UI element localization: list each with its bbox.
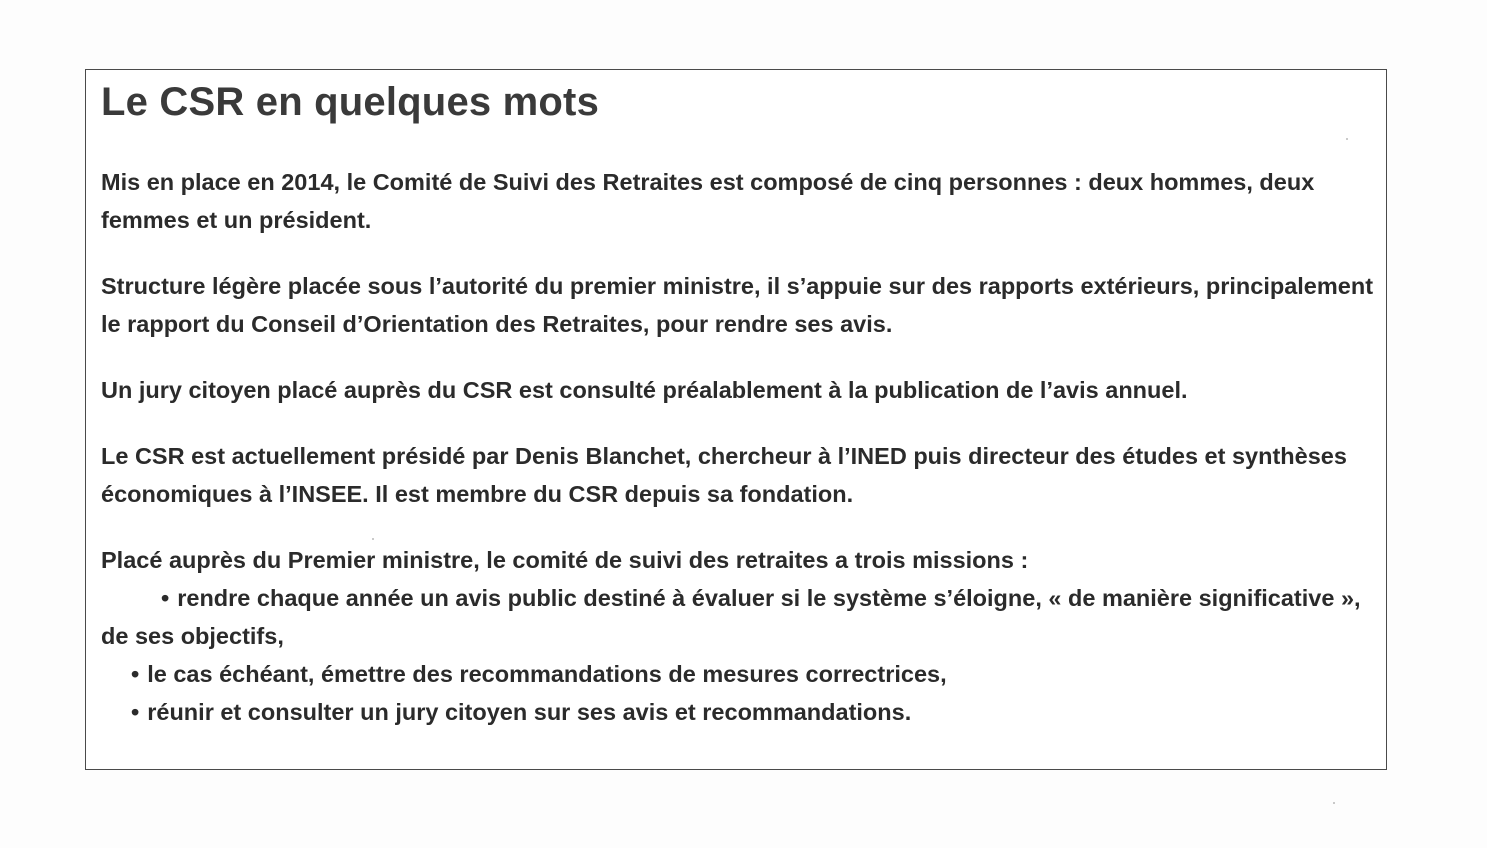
mission-item	[101, 655, 1376, 693]
bullet-icon: •	[131, 699, 140, 725]
bullet-icon: •	[131, 661, 140, 687]
paragraph-composition: Mis en place en 2014, le Comité de Suivi des Retraites est composé de cinq personnes : deux hommes, deux femmes et un président.	[101, 169, 1315, 233]
scan-speck	[1333, 802, 1335, 804]
document-frame	[85, 69, 1387, 770]
missions-section	[101, 541, 1376, 731]
bullet-icon: •	[161, 585, 170, 611]
document-title: Le CSR en quelques mots	[101, 80, 600, 124]
mission-text: le cas échéant, émettre des recommandations de mesures correctrices,	[147, 661, 947, 687]
mission-item	[101, 693, 1376, 731]
document-body	[101, 163, 1376, 731]
paragraph-structure: Structure légère placée sous l’autorité du premier ministre, il s’appuie sur des rapports extérieurs, principalement le rapport du Conseil d’Orientation des Retraites, pour rendre ses avis.	[101, 273, 1374, 337]
paragraph-jury: Un jury citoyen placé auprès du CSR est consulté préalablement à la publication de l’avis annuel.	[101, 377, 1188, 403]
mission-item	[101, 579, 1376, 655]
mission-text: réunir et consulter un jury citoyen sur ses avis et recommandations.	[147, 699, 912, 725]
missions-intro: Placé auprès du Premier ministre, le comité de suivi des retraites a trois missions :	[101, 547, 1029, 573]
scan-speck	[1346, 138, 1348, 140]
mission-text: rendre chaque année un avis public destiné à évaluer si le système s’éloigne, « de manière significative », de ses objectifs,	[101, 585, 1361, 649]
paragraph-president: Le CSR est actuellement présidé par Denis Blanchet, chercheur à l’INED puis directeur des études et synthèses économiques à l’INSEE. Il est membre du CSR depuis sa fondation.	[101, 443, 1347, 507]
scan-speck	[372, 538, 374, 540]
